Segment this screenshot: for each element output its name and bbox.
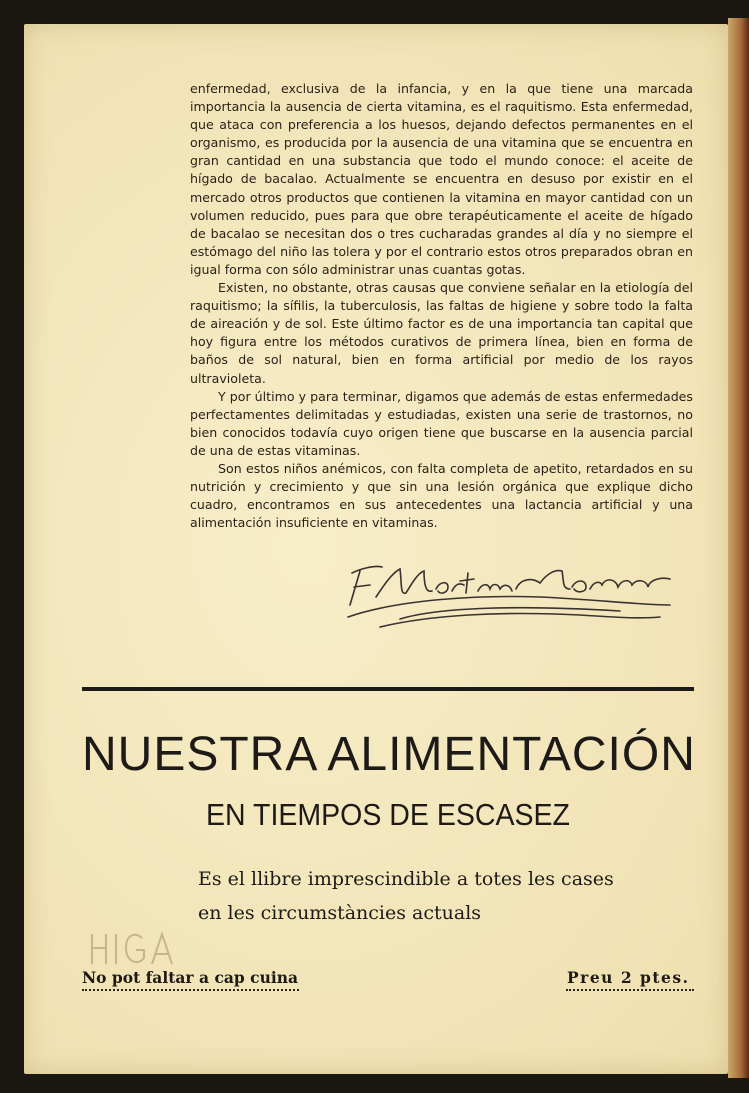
ad-title: NUESTRA ALIMENTACIÓN — [82, 728, 696, 781]
paragraph: Y por último y para terminar, digamos que además de estas enfermedades perfectamentes delimitadas y estudiadas, existen una serie de trastornos, no bien conocidos todavía cuyo origen tiene que buscarse en la ausencia parcial de una de estas vitaminas. — [190, 388, 693, 458]
article-body — [190, 80, 693, 532]
paragraph: enfermedad, exclusiva de la infancia, y en la que tiene una marcada importancia la ausencia de cierta vitamina, es el raquitismo. Esta enfermedad, que ataca con preferencia a los huesos, dejando defectos permanentes en el organismo, es producida por la ausencia de una vitamina que se encuentra en gran cantidad en una substancia que todo el mundo conoce: el aceite de hígado de bacalao. Actualmente se encuentra en desuso por existir en el mercado otros productos que contienen la vitamina en mayor cantidad con un volumen reducido, pues para que obre terapéuticamente el aceite de hígado de bacalao se necesitan dos o tres cucharadas grandes al día y no siempre el estómago del niño las tolera y por el contrario estos otros preparados obran en igual forma con sólo administrar unas cuantas gotas. — [190, 81, 693, 277]
ad-subtitle: EN TIEMPOS DE ESCASEZ — [205, 797, 570, 832]
page-edge — [728, 18, 749, 1078]
divider-rule — [82, 687, 694, 691]
dotted-underline — [566, 989, 694, 994]
paragraph: Existen, no obstante, otras causas que conviene señalar en la etiología del raquitismo; la sífilis, la tuberculosis, las faltas de higiene y sobre todo la falta de aireación y de sol. Este último factor es de una importancia tan capital que hoy figura entre los métodos curativos de primera línea, bien en forma de baños de sol natural, bien en forma artificial por medio de los rayos ultravioleta. — [190, 280, 693, 386]
ad-description: Es el llibre imprescindible a totes les cases en les circumstàncies actuals — [198, 868, 614, 924]
dotted-underline — [82, 989, 299, 994]
handwritten-signature — [340, 555, 690, 635]
price-label: Preu 2 ptes. — [567, 968, 690, 987]
paragraph: Son estos niños anémicos, con falta completa de apetito, retardados en su nutrición y crecimiento y que sin una lesión orgánica que explique dicho cuadro, encontramos en sus antecedentes una lactancia artificial y una alimentación insuficiente en vitaminas. — [190, 460, 693, 531]
faded-logo-icon — [86, 930, 182, 968]
footer-slogan: No pot faltar a cap cuina — [82, 968, 299, 987]
